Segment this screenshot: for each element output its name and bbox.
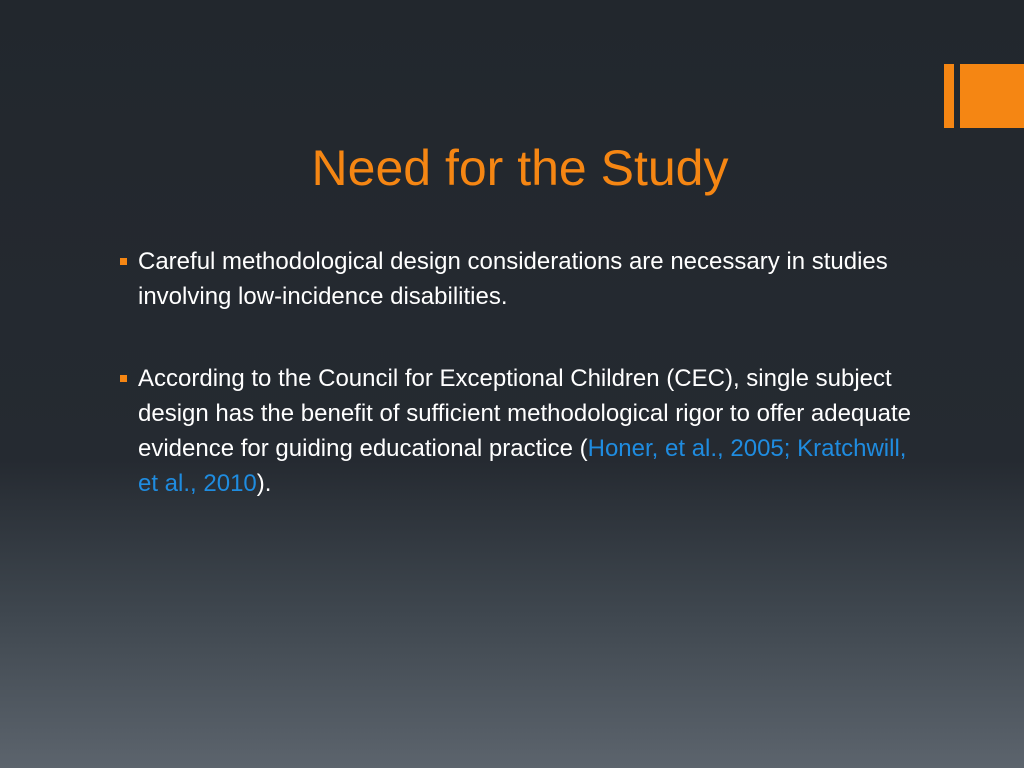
bullet-text: Careful methodological design considerations are necessary in studies involving low-incidence disabilities.: [138, 248, 888, 310]
corner-accent-mark: [944, 64, 1024, 128]
bullet-list: [118, 244, 918, 548]
accent-thin-bar: [944, 64, 954, 128]
square-bullet-icon: [120, 258, 127, 265]
accent-block: [960, 64, 1024, 128]
slide-title: Need for the Study: [311, 140, 729, 196]
bullet-text: According to the Council for Exceptional Children (CEC), single subject design has the benefit of sufficient methodological rigor to offer adequate evidence for guiding educational practice (: [138, 365, 911, 462]
bullet-item: [118, 244, 918, 314]
square-bullet-icon: [120, 375, 127, 382]
bullet-text-end: ).: [256, 470, 272, 497]
bullet-item: [118, 361, 918, 501]
citation-reference: Honer, et al., 2005; Kratchwill, et al., 2010: [138, 435, 907, 497]
